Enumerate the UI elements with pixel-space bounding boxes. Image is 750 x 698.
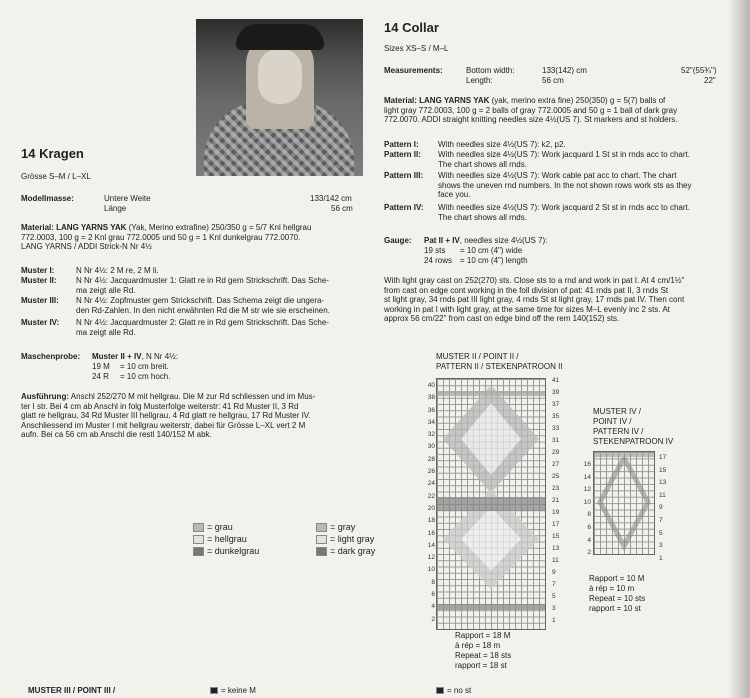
- en-gauge-label: Gauge:: [384, 236, 412, 245]
- row-number: 14: [583, 473, 591, 481]
- gray-swatch: [193, 523, 204, 532]
- row-number: 40: [427, 382, 435, 389]
- de-mm-r1-label: Untere Weite: [104, 194, 151, 203]
- row-number: 1: [659, 554, 663, 562]
- row-number: 14: [427, 541, 435, 549]
- row-number: 21: [552, 497, 560, 504]
- row-number: 3: [659, 542, 663, 550]
- de-material: [21, 223, 366, 252]
- en-pattern-4-label: Pattern IV:: [384, 203, 424, 212]
- en-gauge-r2a: 24 rows: [424, 256, 453, 265]
- light-gray-swatch: [193, 535, 204, 544]
- row-number: 18: [427, 517, 435, 525]
- row-number: 3: [552, 605, 556, 612]
- bottom-chart3-title: MUSTER III / POINT III /: [28, 686, 116, 695]
- row-number: 17: [552, 521, 560, 528]
- row-number: 4: [431, 603, 435, 611]
- row-number: 9: [552, 569, 556, 576]
- row-number: 2: [587, 549, 591, 557]
- row-number: 13: [659, 479, 667, 487]
- de-muster-4-text: N Nr 4½: Jacquardmuster 2: Glatt re in Rd gem Strickschrift. Das Sche- ma zeigt alle Rd.: [76, 318, 329, 337]
- en-m2-label: Length:: [466, 76, 493, 85]
- en-m2-in: 22": [704, 76, 716, 85]
- row-number: 25: [552, 473, 560, 480]
- row-number: 13: [552, 545, 560, 552]
- row-number: 4: [587, 536, 591, 544]
- chart2-grid: [436, 378, 546, 630]
- chart4-rapport: Rapport = 10 M à rép = 10 m Repeat = 10 sts rapport = 10 st: [589, 574, 646, 613]
- row-number: 11: [659, 491, 666, 499]
- en-pattern-2-label: Pattern II:: [384, 150, 421, 159]
- page-edge: [728, 0, 750, 698]
- row-number: 5: [659, 529, 663, 537]
- row-number: 10: [583, 498, 591, 506]
- row-number: 8: [587, 511, 591, 519]
- row-number: 30: [427, 443, 435, 451]
- row-number: 6: [587, 523, 591, 531]
- de-muster-1-label: Muster I:: [21, 266, 55, 275]
- row-number: 16: [427, 529, 435, 537]
- row-number: 33: [552, 425, 560, 432]
- en-instructions: With light gray cast on 252(270) sts. Close sts to a rnd and work in pat I. At 4 cm/1½" from cast on edge cont working in the foll division of pat: 41 rnds pat II, 3 rnds St st light gray, 34 rnds pat III light gray, 4 rnds St st light gray, 17 rnds pat IV. Then cont working in pat I with light gray, at the same time for sizes M–L evenly inc 2 sts. At approx 56 cm/22" from cast on edge bind off the rem 140(152) sts.: [384, 276, 685, 324]
- de-material-line: 772.0003, 100 g = 2 Knl grau 772.0005 und 50 g = 1 Knl dunkelgrau 772.0070.: [21, 232, 301, 242]
- de-muster-1-text: N Nr 4½: 2 M re, 2 M li.: [76, 266, 159, 275]
- de-gauge-r2b: = 10 cm hoch.: [120, 372, 171, 381]
- row-number: 12: [427, 554, 435, 562]
- model-photo: [196, 19, 363, 176]
- en-gauge-r2b: = 10 cm (4") length: [460, 256, 528, 265]
- row-number: 22: [427, 492, 435, 500]
- row-number: 28: [427, 455, 435, 463]
- en-meas-label: Measurements:: [384, 66, 443, 75]
- row-number: 32: [427, 431, 435, 439]
- de-gauge-head: Muster II + IV, N Nr 4½:: [92, 352, 179, 361]
- chart2-rapport: Rapport = 18 M à rép = 18 m Repeat = 18 sts rapport = 18 st: [455, 631, 512, 670]
- de-gauge-r2a: 24 R: [92, 372, 109, 381]
- de-mm-r1-val: 133/142 cm: [310, 194, 352, 203]
- en-m1-cm: 133(142) cm: [542, 66, 587, 75]
- de-mm-r2-val: 56 cm: [331, 204, 353, 213]
- row-number: 12: [583, 486, 591, 494]
- de-title: 14 Kragen: [21, 146, 84, 161]
- de-muster-3-label: Muster III:: [21, 296, 59, 305]
- chart2-title: MUSTER II / POINT II / PATTERN II / STEKENPATROON II: [436, 352, 563, 371]
- en-material: Material: LANG YARNS YAK (yak, merino extra fine) 250(350) g = 5(7) balls of light gray 772.0003, 100 g = 2 balls of gray 772.0005 and 50 g = 1 ball of dark gray 772.0070. ADDI straight knitting needles size 4½(US 7). St markers and st holders.: [384, 96, 678, 125]
- de-modellmasse-label: Modellmasse:: [21, 194, 74, 203]
- de-legend: = grau = hellgrau = dunkelgrau: [193, 521, 259, 557]
- row-number: 9: [659, 504, 663, 512]
- bottom-key-en: = no st: [436, 686, 471, 696]
- de-muster-2-label: Muster II:: [21, 276, 57, 285]
- de-material-head: Material: LANG YARNS YAK: [21, 223, 127, 232]
- row-number: 16: [583, 461, 591, 468]
- row-number: 38: [427, 394, 435, 402]
- chart4-pattern: [594, 452, 654, 554]
- en-m2-cm: 56 cm: [542, 76, 564, 85]
- en-pattern-1-label: Pattern I:: [384, 140, 419, 149]
- row-number: 10: [427, 566, 435, 574]
- de-gauge-r1b: = 10 cm breit.: [120, 362, 169, 371]
- en-pattern-2-text: With needles size 4½(US 7): Work jacquard 1 St st in rnds acc to chart. The chart shows all rnds.: [438, 150, 690, 169]
- chart4-grid: [593, 451, 655, 555]
- chart2-right-numbers: [552, 375, 566, 627]
- row-number: 11: [552, 557, 559, 564]
- row-number: 7: [659, 516, 663, 524]
- en-pattern-1-text: With needles size 4½(US 7): k2, p2.: [438, 140, 566, 149]
- de-muster-3-text: N Nr 4½: Zopfmuster gem Strickschrift. Das Schema zeigt die ungera- den Rd-Zahlen. In den nicht erwähnten Rd die M str wie sie erscheinen.: [76, 296, 330, 315]
- en-pattern-3-label: Pattern III:: [384, 171, 424, 180]
- row-number: 29: [552, 449, 560, 456]
- row-number: 20: [427, 504, 435, 512]
- row-number: 24: [427, 480, 435, 488]
- de-muster-2-text: N Nr 4½: Jacquardmuster 1: Glatt re in Rd gem Strickschrift. Das Sche- ma zeigt alle Rd.: [76, 276, 329, 295]
- row-number: 37: [552, 401, 560, 408]
- en-pattern-4-text: With needles size 4½(US 7): Work jacquard 2 St st in rnds acc to chart. The chart shows all rnds.: [438, 203, 690, 222]
- row-number: 1: [552, 617, 556, 624]
- row-number: 31: [552, 437, 560, 444]
- de-mm-r2-label: Länge: [104, 204, 127, 213]
- row-number: 36: [427, 406, 435, 414]
- row-number: 19: [552, 509, 560, 516]
- row-number: 23: [552, 485, 560, 492]
- row-number: 41: [552, 377, 560, 384]
- row-number: 15: [659, 466, 667, 474]
- de-material-line: (Yak, Merino extrafine) 250/350 g = 5/7 Knl hellgrau: [128, 223, 312, 232]
- chart4-left-numbers: [579, 459, 591, 560]
- row-number: 15: [552, 533, 560, 540]
- bottom-key-de: = keine M: [210, 686, 256, 696]
- en-gauge-r1b: = 10 cm (4") wide: [460, 246, 523, 255]
- row-number: 39: [552, 389, 560, 396]
- de-material-line: LANG YARNS / ADDI Strick-N Nr 4½: [21, 242, 152, 252]
- row-number: 34: [427, 418, 435, 426]
- en-size: Sizes XS–S / M–L: [384, 44, 449, 53]
- row-number: 26: [427, 468, 435, 476]
- row-number: 7: [552, 581, 556, 588]
- de-muster-4-label: Muster IV:: [21, 318, 60, 327]
- de-gauge-r1a: 19 M: [92, 362, 110, 371]
- dark-gray-swatch: [193, 547, 204, 556]
- chart2-pattern: [437, 379, 545, 629]
- row-number: 17: [659, 454, 667, 461]
- row-number: 8: [431, 578, 435, 586]
- row-number: 27: [552, 461, 560, 468]
- chart4-title: MUSTER IV / POINT IV / PATTERN IV / STEKENPATROON IV: [593, 407, 674, 446]
- de-size: Grösse S–M / L–XL: [21, 172, 91, 181]
- row-number: 2: [431, 615, 435, 623]
- en-pattern-3-text: With needles size 4½(US 7): Work cable pat acc to chart. The chart shows the uneven rnd numbers. In the not shown rows work sts as they face you.: [438, 171, 692, 200]
- en-m1-label: Bottom width:: [466, 66, 515, 75]
- de-gauge-label: Maschenprobe:: [21, 352, 81, 361]
- row-number: 5: [552, 593, 556, 600]
- chart4-right-numbers: [659, 452, 673, 565]
- en-legend: = gray = light gray = dark gray: [316, 521, 375, 557]
- row-number: 6: [431, 591, 435, 599]
- en-gauge-head: Pat II + IV, needles size 4½(US 7):: [424, 236, 548, 245]
- de-instructions: Ausführung: Anschl 252/270 M mit hellgrau. Die M zur Rd schliessen und im Mus- ter I str. Bei 4 cm ab Anschl in folg Musterfolge weiterstr: 41 Rd Muster II, 3 Rd glatt re hellgrau, 34 Rd Muster III hellgrau, 4 Rd glatt re hellgrau, 17 Rd Muster IV. Anschliessend im Muster I mit hellgrau weiterstr, dabei für Grösse L–XL vert 2 M aufn. Bei ca 56 cm ab Anschl die restl 140/152 M abk.: [21, 392, 316, 440]
- row-number: 35: [552, 413, 560, 420]
- en-gauge-r1a: 19 sts: [424, 246, 446, 255]
- en-m1-in: 52"(55¾"): [681, 66, 717, 75]
- en-title: 14 Collar: [384, 20, 439, 35]
- chart2-left-numbers: [423, 380, 435, 626]
